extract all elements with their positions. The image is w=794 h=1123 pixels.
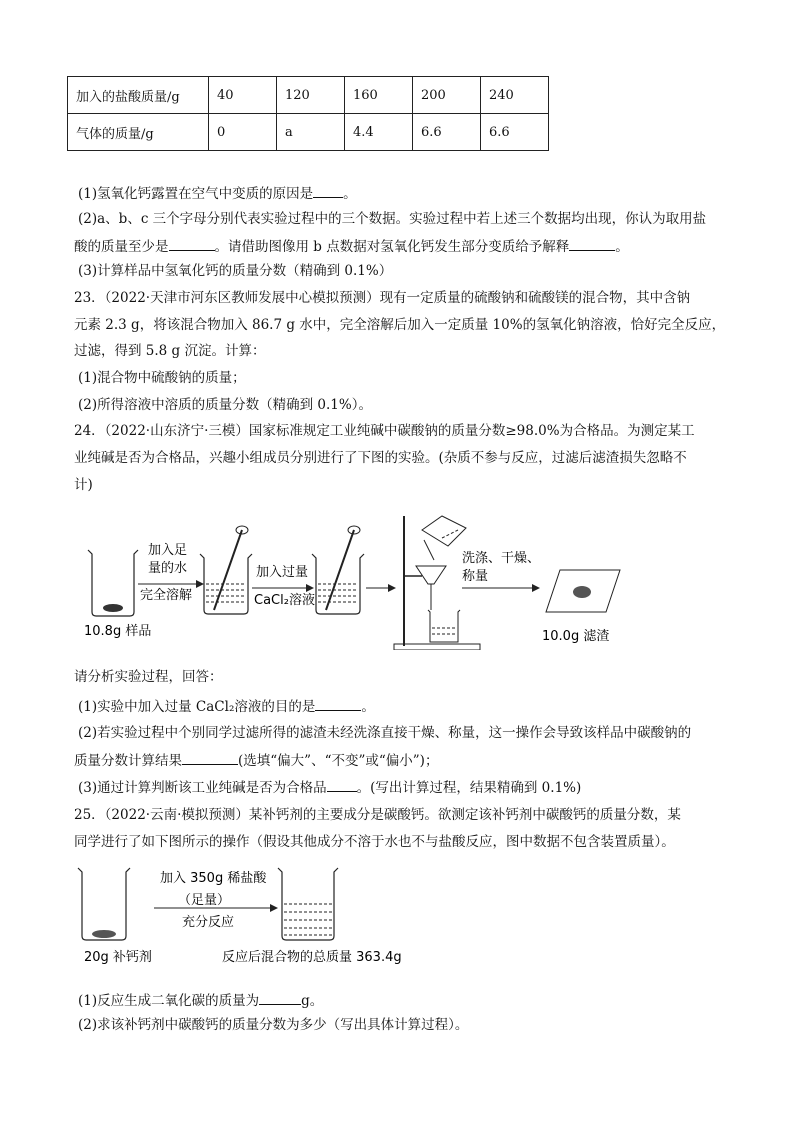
q24-sub3: (3)通过计算判断该工业纯碱是否为合格品 。(写出计算过程，结果精确到 0.1%) — [78, 777, 581, 797]
step-label: 充分反应 — [182, 915, 235, 930]
beaker-icon — [278, 868, 338, 940]
data-table — [67, 76, 549, 151]
q24-experiment-figure — [70, 510, 630, 650]
step1-label: 完全溶解 — [140, 588, 193, 603]
table-row — [68, 77, 549, 114]
q24-intro: 请分析实验过程，回答： — [74, 669, 223, 685]
q25-sub1: (1)反应生成二氧化碳的质量为 g。 — [78, 990, 323, 1010]
step1-label: 加入足 — [148, 543, 188, 558]
table-cell: 200 — [413, 77, 481, 114]
step3-label: 称量 — [462, 569, 489, 584]
table-cell: 加入的盐酸质量/g — [68, 77, 209, 114]
beaker-icon — [78, 868, 130, 940]
step3-label: 洗涤、干燥、 — [462, 551, 541, 566]
q24-sub2-line2: 质量分数计算结果 (选填“偏大”、“不变”或“偏小”)； — [74, 750, 438, 770]
q23-sub2: (2)所得溶液中溶质的质量分数（精确到 0.1%）。 — [78, 397, 372, 413]
answer-blank[interactable] — [259, 990, 301, 1005]
answer-blank[interactable] — [169, 236, 215, 251]
residue-label: 10.0g 滤渣 — [542, 629, 610, 644]
table-cell: 气体的质量/g — [68, 114, 209, 151]
beaker-stir-icon — [312, 526, 364, 614]
step-label: （足量） — [178, 893, 231, 908]
q25-experiment-figure — [74, 862, 454, 972]
q22-sub1: (1)氢氧化钙露置在空气中变质的原因是 。 — [78, 183, 357, 203]
table-cell: 6.6 — [481, 114, 549, 151]
answer-blank[interactable] — [327, 777, 357, 792]
q24-sub1: (1)实验中加入过量 CaCl₂溶液的目的是 。 — [78, 696, 375, 716]
table-cell: 4.4 — [345, 114, 413, 151]
q23-line3: 过滤，得到 5.8 g 沉淀。计算： — [74, 343, 266, 359]
answer-blank[interactable] — [315, 696, 361, 711]
table-cell: 0 — [209, 114, 277, 151]
answer-blank[interactable] — [182, 750, 238, 765]
step2-label: CaCl₂溶液 — [254, 593, 315, 608]
table-cell: 120 — [277, 77, 345, 114]
table-cell: 6.6 — [413, 114, 481, 151]
supplement-label: 20g 补钙剂 — [84, 950, 152, 965]
beaker-stir-icon — [200, 526, 252, 614]
q24-line3: 计) — [74, 477, 93, 493]
step-label: 加入 350g 稀盐酸 — [160, 871, 267, 886]
beaker-icon — [88, 550, 138, 616]
total-mass-label: 反应后混合物的总质量 363.4g — [222, 950, 402, 965]
q23-sub1: (1)混合物中硫酸钠的质量； — [78, 370, 246, 386]
step2-label: 加入过量 — [256, 565, 309, 580]
step1-label: 量的水 — [148, 561, 188, 576]
table-cell: a — [277, 114, 345, 151]
filter-paper-icon — [546, 570, 620, 612]
q24-line2: 业纯碱是否为合格品，兴趣小组成员分别进行了下图的实验。(杂质不参与反应，过滤后滤渣损失忽略不 — [74, 450, 687, 466]
q22-sub2-line2: 酸的质量至少是 。请借助图像用 b 点数据对氢氧化钙发生部分变质给予解释 。 — [74, 236, 629, 256]
q23-line1: 23．（2022·天津市河东区教师发展中心模拟预测）现有一定质量的硫酸钠和硫酸镁的混合物，其中含钠 — [74, 290, 691, 306]
q22-sub3: (3)计算样品中氢氧化钙的质量分数（精确到 0.1%） — [78, 263, 393, 279]
table-cell: 240 — [481, 77, 549, 114]
q25-line1: 25．（2022·云南·模拟预测）某补钙剂的主要成分是碳酸钙。欲测定该补钙剂中碳酸钙的质量分数，某 — [74, 807, 681, 823]
sample-label: 10.8g 样品 — [84, 624, 152, 639]
answer-blank[interactable] — [569, 236, 615, 251]
table-cell: 40 — [209, 77, 277, 114]
q25-sub2: (2)求该补钙剂中碳酸钙的质量分数为多少（写出具体计算过程）。 — [78, 1017, 469, 1033]
answer-blank[interactable] — [313, 183, 343, 198]
table-cell: 160 — [345, 77, 413, 114]
q23-line2: 元素 2.3 g，将该混合物加入 86.7 g 水中，完全溶解后加入一定质量 10%的氢氧化钠溶液，恰好完全反应， — [74, 317, 726, 333]
q24-line1: 24．（2022·山东济宁·三模）国家标准规定工业纯碱中碳酸钠的质量分数≥98.0%为合格品。为测定某工 — [74, 423, 695, 439]
table-row — [68, 114, 549, 151]
q25-line2: 同学进行了如下图所示的操作（假设其他成分不溶于水也不与盐酸反应，图中数据不包含装置质量）。 — [74, 834, 675, 850]
q22-sub2-line1: (2)a、b、c 三个字母分别代表实验过程中的三个数据。实验过程中若上述三个数据均出现，你认为取用盐 — [78, 211, 707, 227]
q24-sub2-line1: (2)若实验过程中个别同学过滤所得的滤渣未经洗涤直接干燥、称量，这一操作会导致该样品中碳酸钠的 — [78, 725, 692, 741]
